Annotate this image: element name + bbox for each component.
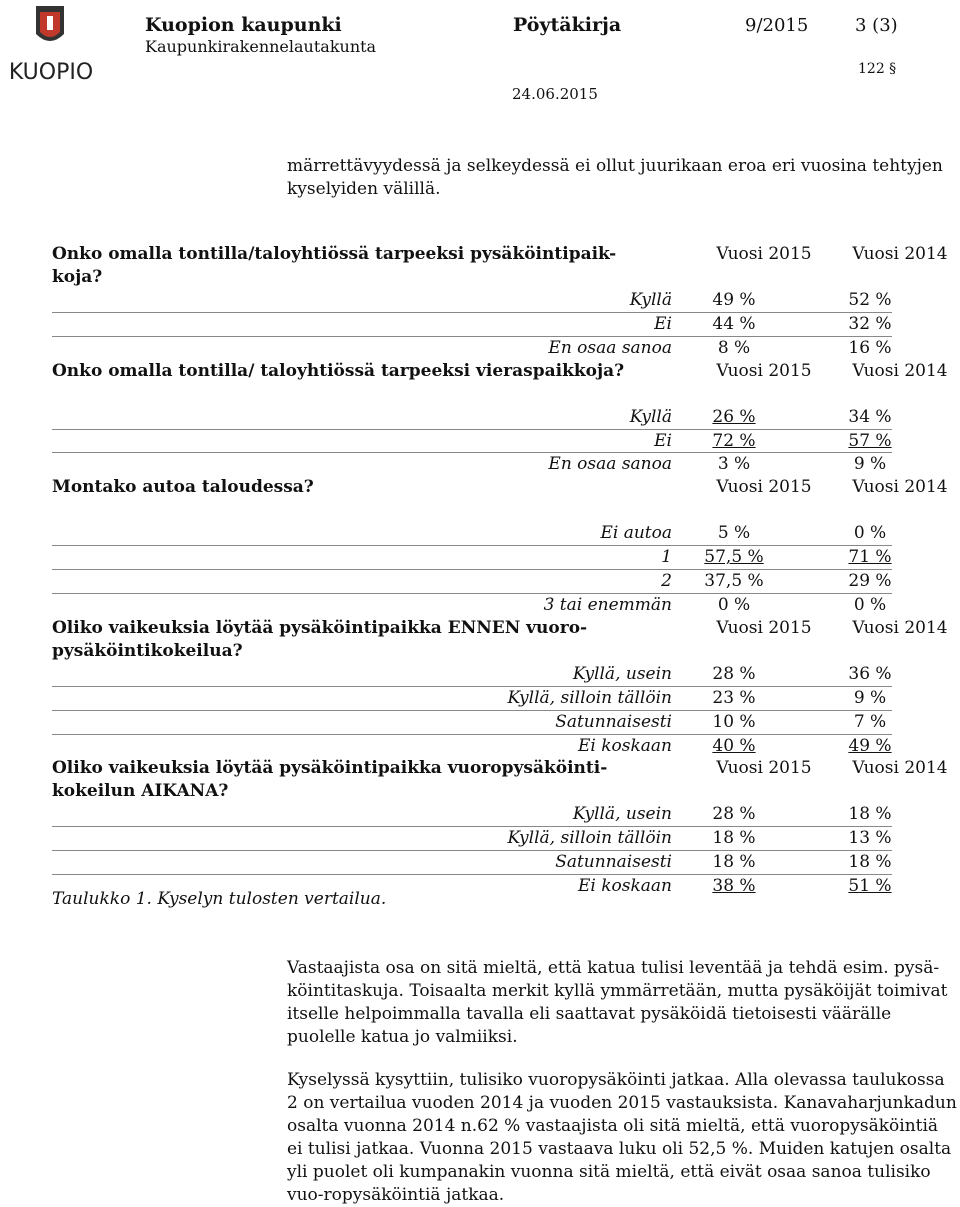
answer-label: Ei autoa <box>600 523 672 544</box>
answer-row <box>52 430 892 454</box>
value-2014: 13 % <box>848 828 892 849</box>
value-2014: 9 % <box>853 687 887 708</box>
question-text: Onko omalla tontilla/taloyhtiössä tarpeeksi pysäköintipaik-koja? <box>52 244 617 287</box>
document-number: 9/2015 <box>745 15 809 36</box>
answer-row <box>52 313 892 337</box>
answer-row <box>52 827 892 851</box>
answer-label: Ei koskaan <box>577 735 672 756</box>
value-2014: 36 % <box>848 663 892 684</box>
page-number: 3 (3) <box>855 15 898 36</box>
survey-comparison-table <box>52 243 948 898</box>
paragraph-number: 122 § <box>858 61 897 77</box>
answer-row <box>52 663 892 687</box>
answer-group <box>52 803 892 898</box>
question-text: Oliko vaikeuksia löytää pysäköintipaikka ENNEN vuoro-pysäköintikokeilua? <box>52 617 588 661</box>
value-2015: 49 % <box>712 290 756 310</box>
value-2015: 72 % <box>712 430 756 451</box>
value-2014: 34 % <box>848 406 892 427</box>
document-type: Pöytäkirja <box>513 14 622 36</box>
answer-label: Kyllä, silloin tällöin <box>507 828 672 849</box>
organization-name: Kuopion kaupunki <box>145 14 342 36</box>
question-text: Oliko vaikeuksia löytää pysäköintipaikka vuoropysäköinti-kokeilun AIKANA? <box>52 758 608 802</box>
answer-label: En osaa sanoa <box>548 337 672 358</box>
answer-row <box>52 546 892 570</box>
value-2014: 51 % <box>848 876 892 897</box>
logo-text: KUOPIO <box>8 60 94 85</box>
value-2014: 7 % <box>853 711 887 732</box>
answer-row <box>52 735 892 758</box>
column-header-2015: Vuosi 2015 <box>716 244 812 264</box>
value-2015: 57,5 % <box>704 547 764 568</box>
value-2015: 28 % <box>712 804 756 825</box>
value-2014: 18 % <box>848 804 892 825</box>
answer-group <box>52 663 892 758</box>
answer-row <box>52 711 892 735</box>
value-2015: 0 % <box>717 595 751 616</box>
value-2015: 10 % <box>712 711 756 732</box>
value-2015: 44 % <box>712 313 756 334</box>
answer-label: Kyllä, usein <box>572 663 672 684</box>
value-2014: 18 % <box>848 852 892 873</box>
value-2015: 40 % <box>712 735 756 756</box>
value-2014: 16 % <box>848 337 892 358</box>
meeting-date: 24.06.2015 <box>512 85 598 103</box>
answer-label: Satunnaisesti <box>555 852 672 873</box>
column-header-2014: Vuosi 2014 <box>852 244 948 264</box>
answer-row <box>52 337 892 360</box>
answer-row <box>52 522 892 546</box>
column-header-2015: Vuosi 2015 <box>716 477 812 498</box>
question-row <box>52 243 948 289</box>
answer-row <box>52 453 892 476</box>
answer-row <box>52 406 892 430</box>
answer-row <box>52 803 892 827</box>
value-2015: 5 % <box>717 523 751 544</box>
answer-label: 3 tai enemmän <box>543 595 672 616</box>
value-2015: 38 % <box>712 876 756 897</box>
column-header-2014: Vuosi 2014 <box>852 758 948 779</box>
value-2015: 18 % <box>712 828 756 849</box>
answer-row <box>52 594 892 617</box>
column-header-2015: Vuosi 2015 <box>716 758 812 779</box>
table-caption: Taulukko 1. Kyselyn tulosten vertailua. <box>52 889 387 909</box>
answer-label: Ei koskaan <box>577 876 672 897</box>
value-2014: 71 % <box>848 547 892 568</box>
question-text: Onko omalla tontilla/ taloyhtiössä tarpeeksi vieraspaikkoja? <box>52 360 625 381</box>
intro-text: märrettävyydessä ja selkeydessä ei ollut juurikaan eroa eri vuosina tehtyjen kyselyiden välillä. <box>287 156 943 199</box>
value-2015: 8 % <box>717 337 751 358</box>
answer-row <box>52 687 892 711</box>
column-header-2014: Vuosi 2014 <box>852 617 948 638</box>
value-2015: 3 % <box>717 454 751 475</box>
column-header-2014: Vuosi 2014 <box>852 360 948 381</box>
value-2014: 49 % <box>848 735 892 756</box>
body-paragraph-2: Kyselyssä kysyttiin, tulisiko vuoropysäköinti jatkaa. Alla olevassa taulukossa 2 on vertailua vuoden 2014 ja vuoden 2015 vastauksista. Kanavaharjunkadun osalta vuonna 2014 n.62 % vastaajista oli sitä mieltä, että vuoropysäköintiä ei tulisi jatkaa. Vuonna 2015 vastaava luku oli 52,5 %. Muiden katujen osalta yli puolet oli kumpanakin vuonna sitä mieltä, että eivät osaa sanoa tulisiko vuo-ropysäköintiä jatkaa. <box>287 1070 957 1205</box>
answer-row <box>52 851 892 875</box>
answer-label: 2 <box>661 571 672 592</box>
value-2014: 29 % <box>848 571 892 592</box>
answer-group <box>52 522 892 617</box>
answer-label: Kyllä, silloin tällöin <box>507 687 672 708</box>
answer-label: Kyllä <box>629 290 672 310</box>
value-2014: 0 % <box>853 523 887 544</box>
answer-label: 1 <box>661 547 672 568</box>
answer-row <box>52 289 892 313</box>
question-row <box>52 476 948 522</box>
kuopio-logo <box>4 4 98 96</box>
value-2015: 18 % <box>712 852 756 873</box>
value-2015: 23 % <box>712 687 756 708</box>
answer-row <box>52 570 892 594</box>
column-header-2015: Vuosi 2015 <box>716 617 812 638</box>
body-paragraph-1: Vastaajista osa on sitä mieltä, että katua tulisi leventää ja tehdä esim. pysä-köintitaskuja. Toisaalta merkit kyllä ymmärretään, mutta pysäköijät toimivat itselle helpoimmalla tavalla eli saattavat pysäköidä tietoisesti väärälle puolelle katua jo valmiiksi. <box>287 958 948 1047</box>
question-text: Montako autoa taloudessa? <box>52 477 314 498</box>
answer-label: Kyllä, usein <box>572 804 672 825</box>
answer-group <box>52 289 892 360</box>
answer-label: Ei <box>654 430 672 451</box>
question-row <box>52 360 948 406</box>
column-header-2015: Vuosi 2015 <box>716 360 812 381</box>
value-2014: 32 % <box>848 313 892 334</box>
question-row <box>52 617 948 663</box>
value-2015: 37,5 % <box>704 571 764 592</box>
value-2014: 0 % <box>853 595 887 616</box>
value-2014: 9 % <box>853 454 887 475</box>
value-2015: 28 % <box>712 663 756 684</box>
column-header-2014: Vuosi 2014 <box>852 477 948 498</box>
answer-label: En osaa sanoa <box>548 454 672 475</box>
answer-label: Ei <box>654 313 672 334</box>
question-row <box>52 757 948 803</box>
answer-group <box>52 406 892 477</box>
value-2014: 52 % <box>848 290 892 310</box>
value-2014: 57 % <box>848 430 892 451</box>
answer-label: Kyllä <box>629 406 672 427</box>
value-2015: 26 % <box>712 406 756 427</box>
answer-label: Satunnaisesti <box>555 711 672 732</box>
sub-organization: Kaupunkirakennelautakunta <box>145 37 377 56</box>
